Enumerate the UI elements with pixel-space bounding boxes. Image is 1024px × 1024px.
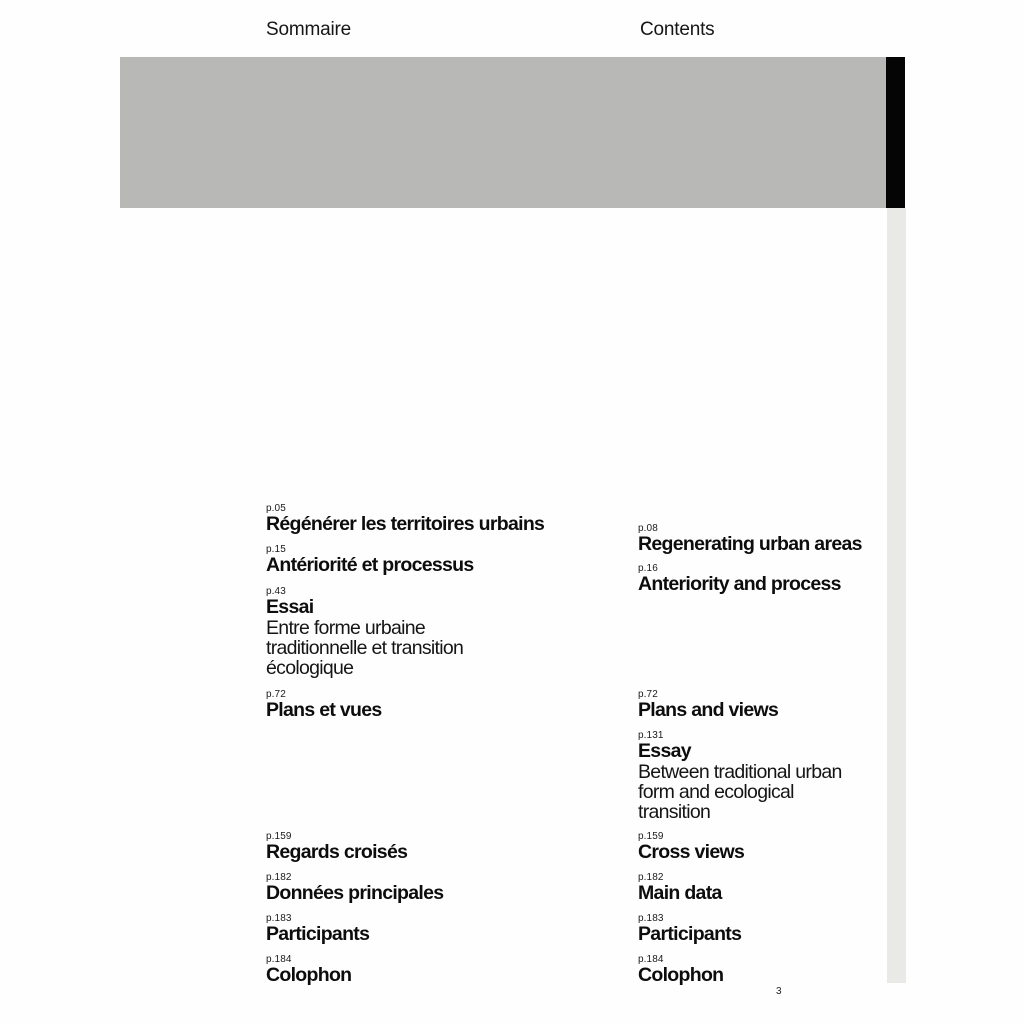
toc-page-number: p.182 [266, 872, 292, 883]
toc-entry-title: Participants [266, 923, 370, 945]
toc-entry [638, 563, 841, 595]
toc-entry [638, 954, 723, 986]
toc-entry-title: Cross views [638, 841, 745, 863]
toc-page-number: p.159 [266, 831, 292, 842]
toc-page-number: p.184 [638, 954, 664, 965]
toc-entry [266, 831, 407, 863]
page-number: 3 [776, 986, 782, 997]
toc-entry-subtitle-line: écologique [266, 657, 354, 680]
toc-entry-subtitle-line: Entre forme urbaine [266, 616, 426, 639]
header-contents: Contents [640, 19, 715, 40]
toc-page-number: p.183 [266, 913, 292, 924]
toc-page-number: p.183 [638, 913, 664, 924]
header-sommaire: Sommaire [266, 19, 351, 40]
toc-entry-subtitle-line: traditionnelle et transition [266, 636, 464, 659]
toc-entry-title: Main data [638, 882, 722, 904]
toc-entry-title: Antériorité et processus [266, 554, 474, 576]
toc-entry [638, 913, 741, 945]
toc-entry-title: Anteriority and process [638, 573, 841, 595]
toc-entry-title: Plans et vues [266, 699, 382, 721]
toc-entry-title: Regards croisés [266, 841, 408, 863]
toc-entry [266, 872, 443, 904]
toc-page-number: p.15 [266, 544, 286, 555]
toc-entry-title: Regenerating urban areas [638, 533, 862, 555]
toc-page-number: p.43 [266, 586, 286, 597]
toc-page-number: p.05 [266, 503, 286, 514]
toc-entry-title: Régénérer les territoires urbains [266, 513, 545, 535]
toc-entry-subtitle-line: form and ecological [638, 780, 794, 803]
toc-entry [638, 872, 722, 904]
toc-entry [638, 730, 842, 823]
toc-column-english [638, 0, 938, 1024]
toc-entry [266, 503, 544, 535]
toc-column-french [266, 0, 636, 1024]
toc-entry [638, 831, 744, 863]
toc-page-number: p.72 [266, 689, 286, 700]
toc-entry-title: Participants [638, 923, 742, 945]
toc-page-number: p.184 [266, 954, 292, 965]
toc-entry-subtitle-line: transition [638, 801, 711, 824]
toc-page-number: p.131 [638, 730, 664, 741]
toc-entry-title: Données principales [266, 882, 444, 904]
toc-entry-title: Plans and views [638, 699, 779, 721]
toc-entry [266, 586, 463, 679]
toc-entry [266, 544, 474, 576]
toc-page-number: p.08 [638, 523, 658, 534]
toc-page-number: p.72 [638, 689, 658, 700]
toc-entry [638, 689, 778, 721]
toc-entry [266, 954, 351, 986]
toc-entry [266, 689, 382, 721]
toc-entry-subtitle-line: Between traditional urban [638, 760, 842, 783]
toc-entry-title: Essay [638, 740, 691, 762]
toc-entry-title: Colophon [266, 964, 352, 986]
toc-entry-title: Essai [266, 596, 314, 618]
toc-page-number: p.182 [638, 872, 664, 883]
toc-entry [266, 913, 369, 945]
toc-entry-title: Colophon [638, 964, 724, 986]
toc-entry [638, 523, 862, 555]
toc-page-number: p.16 [638, 563, 658, 574]
toc-page-number: p.159 [638, 831, 664, 842]
